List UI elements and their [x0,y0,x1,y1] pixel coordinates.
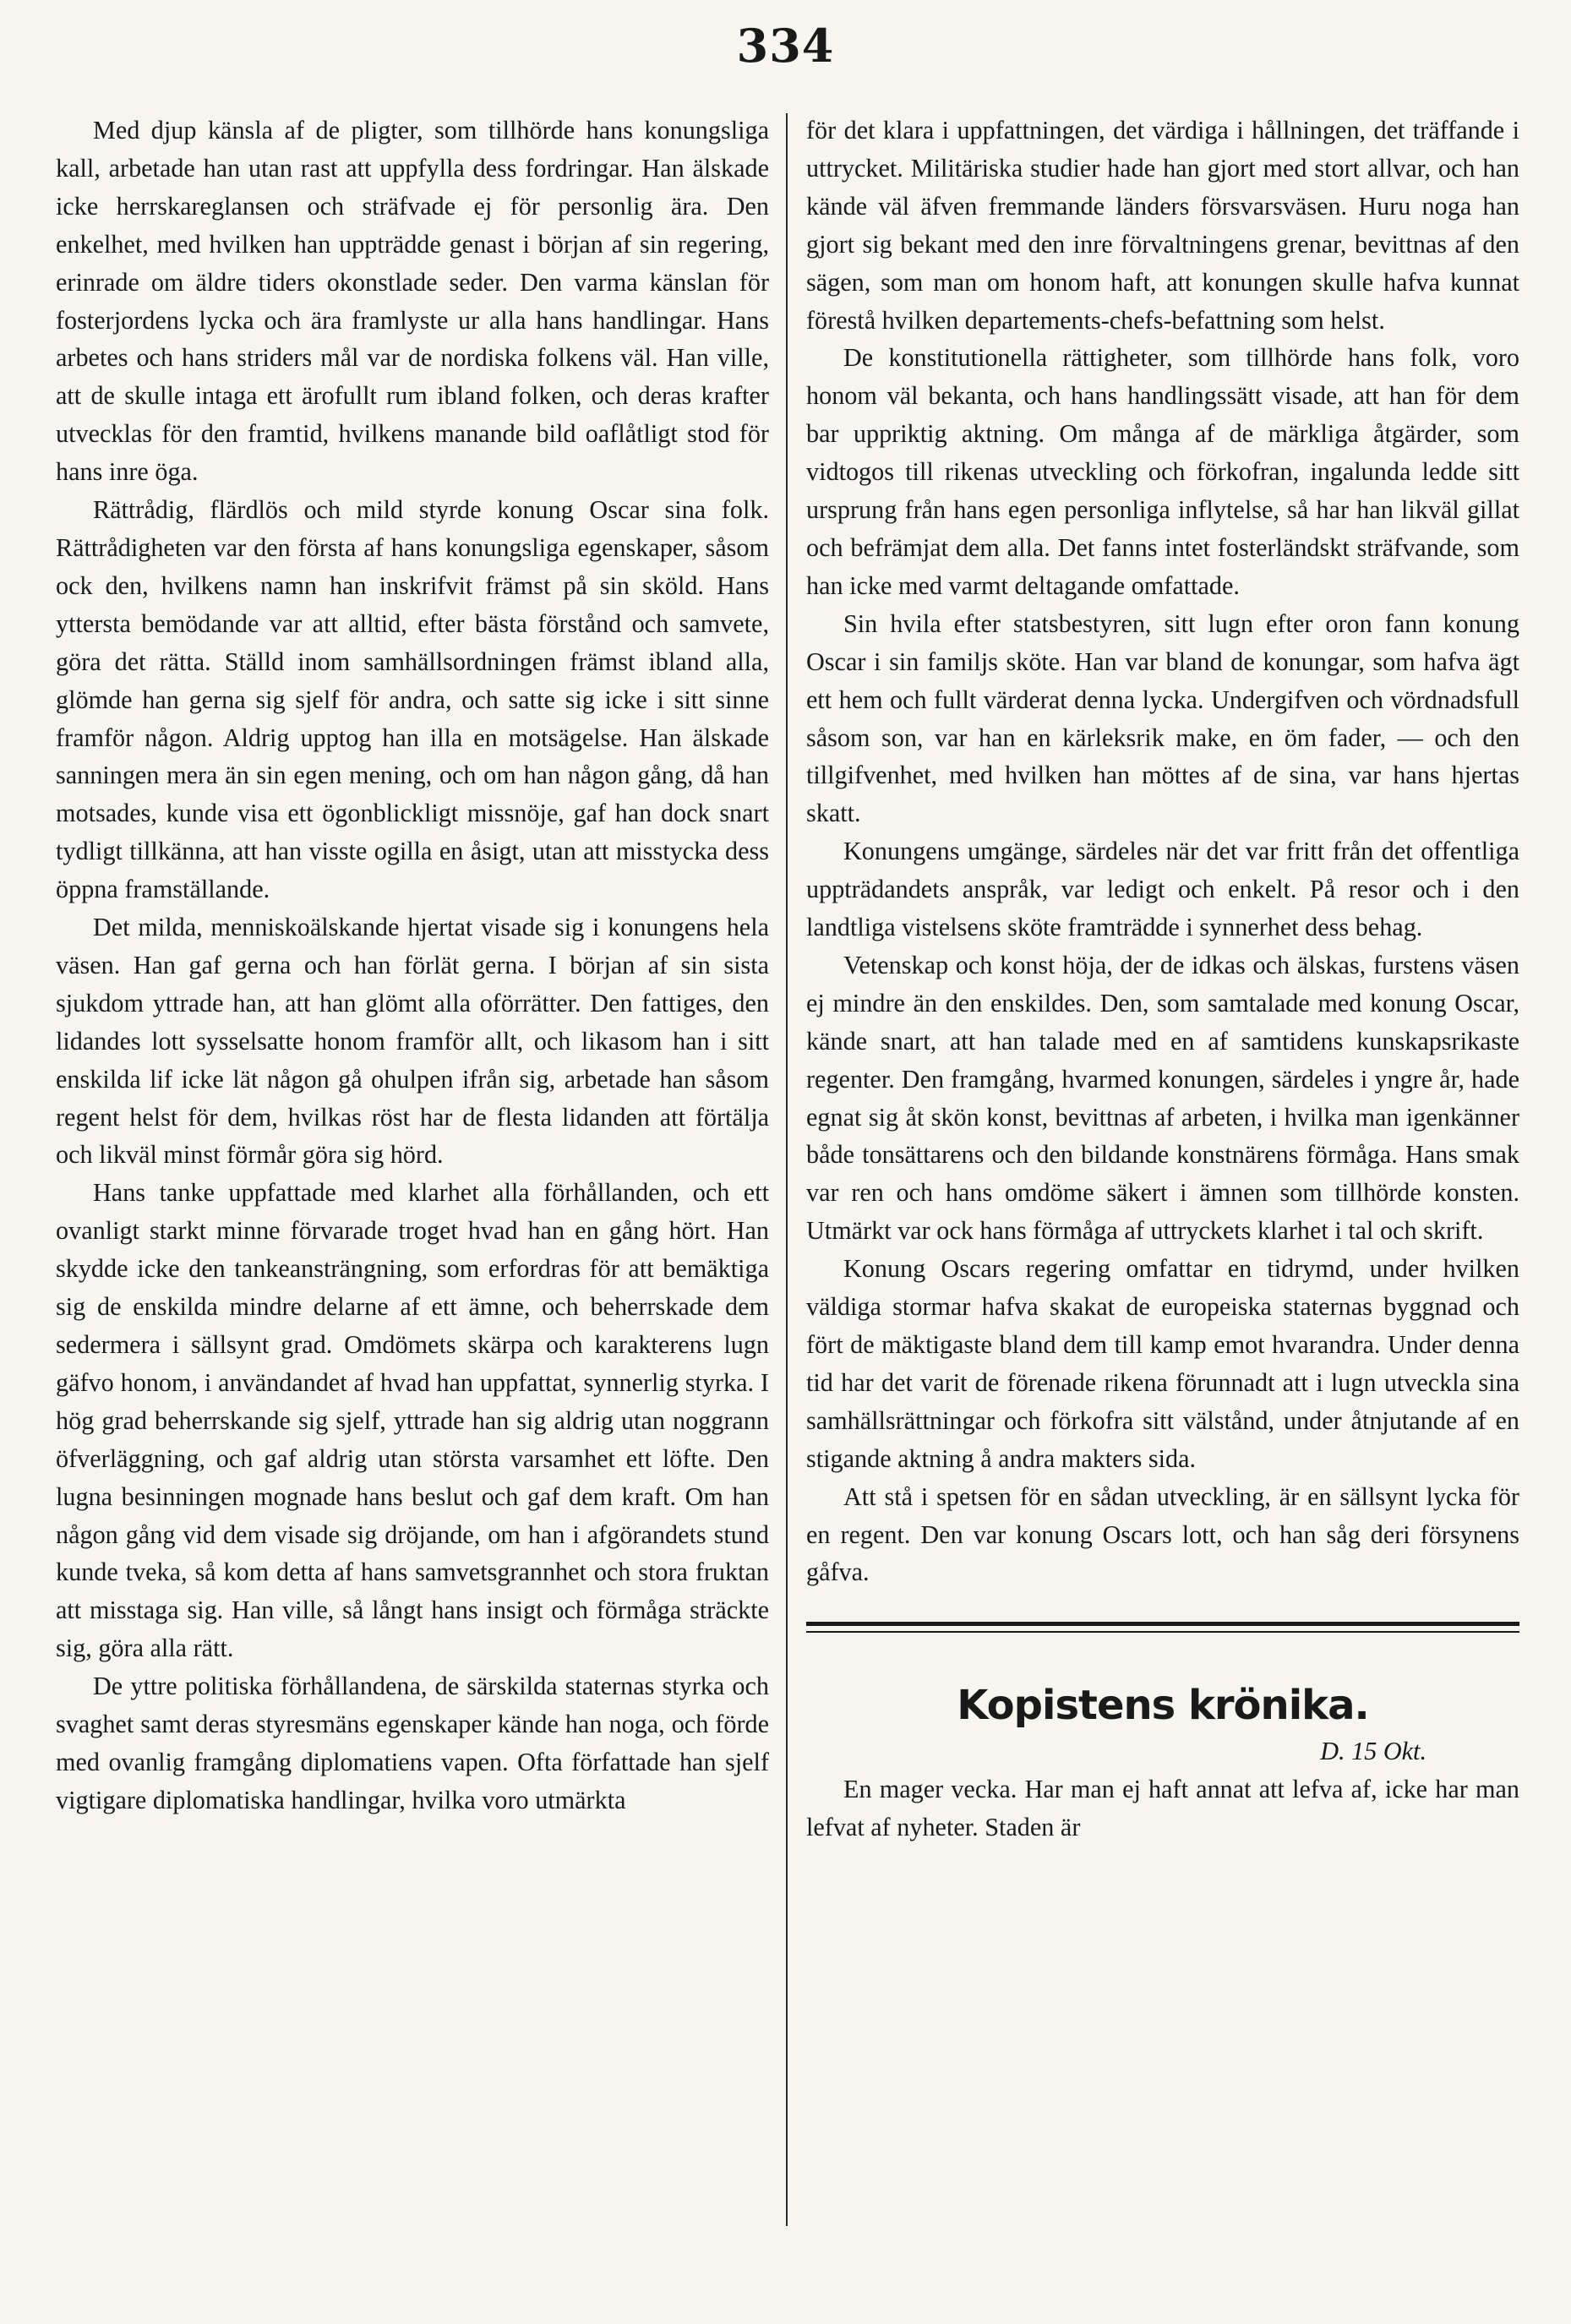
paragraph: Sin hvila efter statsbestyren, sitt lugn efter oron fann konung Oscar i sin familjs sköte. Han var bland de konungar, som hafva ägt ett hem och fullt värderat denna lycka. Undergifven och vördnadsfull såsom son, var han en kärleksrik make, en öm fader, — och den tillgifvenhet, med hvilken han möttes af de sina, var hans hjertas skatt. [806,608,1519,828]
section-paragraph: En mager vecka. Har man ej haft annat att lefva af, icke har man lefvat af nyheter. Staden är [806,1775,1519,1842]
paragraph: De konstitutionella rättigheter, som tillhörde hans folk, voro honom väl bekanta, och hans handlingssätt visade, att han för dem bar uppriktig aktning. Om många af de märkliga åtgärder, som vidtogos till rikenas utveckling och förkofran, ingalunda ledde sitt ursprung från hans egen personliga inflytelse, så har han likväl gillat och befrämjat dem alla. Det fanns intet fosterländskt sträfvande, som han icke med varmt deltagande omfattade. [806,343,1519,600]
paragraph: Konungens umgänge, särdeles när det var fritt från det offentliga uppträdandets anspråk, var ledigt och enkelt. På resor och i den landtliga vistelsens sköte framträdde i synnerhet dess behag. [806,837,1519,942]
section-divider-thin [806,1631,1519,1633]
section-title: Kopistens krönika. [957,1682,1369,1730]
section-divider-thick [806,1622,1519,1626]
left-column [56,112,769,2317]
paragraph: Det milda, menniskoälskande hjertat visade sig i konungens hela väsen. Han gaf gerna och han förlät gerna. I början af sin sista sjukdom yttrade han, att han glömt alla oförrätter. Den fattiges, den lidandes lott sysselsatte honom framför allt, och likasom han i sitt enskilda lif icke lät någon gå ohulpen ifrån sig, arbetade han såsom regent helst för dem, hvilkas röst har de flesta lidanden att förtälja och likväl minst förmår göra sig hörd. [56,913,769,1170]
paragraph: Med djup känsla af de pligter, som tillhörde hans konungsliga kall, arbetade han utan rast att uppfylla dess fordringar. Han älskade icke herrskareglansen och sträfvade ej för personlig ära. Den enkelhet, med hvilken han uppträdde genast i början af sin regering, erinrade om äldre tiders okonstlade seder. Den varma känslan för fosterjordens lycka och ära framlyste ur alla hans handlingar. Hans arbetes och hans striders mål var de nordiska folkens väl. Han ville, att de skulle intaga ett ärofullt rum ibland folken, och deras krafter utvecklas för den framtid, hvilkens manande bild oaflåtligt stod för hans inre öga. [56,116,769,487]
paragraph: Konung Oscars regering omfattar en tidrymd, under hvilken väldiga stormar hafva skakat de europeiska staternas byggnad och fört de mäktigaste bland dem till kamp emot hvarandra. Under denna tid har det varit de förenade rikena förunnadt att i lugn utveckla sina samhällsrättningar och förkofra sitt välstånd, under åtnjutande af en stigande aktning å andra makters sida. [806,1254,1519,1473]
paragraph: De yttre politiska förhållandena, de särskilda staternas styrka och svaghet samt deras styresmäns egenskaper kände han noga, och förde med ovanlig framgång diplomatiens vapen. Ofta författade han sjelf vigtigare diplomatiska handlingar, hvilka voro utmärkta [56,1672,769,1814]
column-divider [786,113,788,2226]
paragraph: Hans tanke uppfattade med klarhet alla förhållanden, och ett ovanligt starkt minne förvarade troget hvad han en gång hört. Han skydde icke den tankeansträngning, som erfordras för att bemäktiga sig de enskilda mindre delarne af ett ämne, och beherrskade dem sedermera i sällsynt grad. Omdömets skärpa och karakterens lugn gäfvo honom, i användandet af hvad han uppfattat, synnerlig styrka. I hög grad beherrskande sig sjelf, yttrade han sig aldrig utan noggrann öfverläggning, och gaf aldrig utan största varsamhet ett löfte. Den lugna besinningen mognade hans beslut och gaf dem kraft. Om han någon gång vid dem visade sig dröjande, om han i afgörandets stund kunde tveka, så kom detta af hans samvetsgrannhet och stora fruktan att misstaga sig. Han ville, så långt hans insigt och förmåga sträckte sig, göra alla rätt. [56,1178,769,1663]
page-number: 334 [736,19,835,73]
paragraph: Rättrådig, flärdlös och mild styrde konung Oscar sina folk. Rättrådigheten var den första af hans konungsliga egenskaper, såsom ock den, hvilkens namn han inskrifvit främst på sin sköld. Hans yttersta bemödande var att alltid, efter bästa förstånd och samvete, göra det rätta. Ställd inom samhällsordningen främst ibland alla, glömde han gerna sig sjelf för andra, och satte sig icke i sitt sinne framför någon. Aldrig upptog han illa en motsägelse. Han älskade sanningen mera än sin egen mening, och om han någon gång, då han motsades, kunde visa ett ögonblickligt missnöje, gaf han dock snart tydligt tillkänna, att han visste ogilla en åsigt, utan att misstycka dess öppna framställande. [56,495,769,904]
right-column [806,112,1519,2317]
paragraph: Vetenskap och konst höja, der de idkas och älskas, furstens väsen ej mindre än den enskildes. Den, som samtalade med konung Oscar, kände snart, att han talade med en af samtidens kunskapsrikaste regenter. Den framgång, hvarmed konungen, särdeles i yngre år, hade egnat sig åt skön konst, bevittnas af arbeten, i hvilka man igenkänner både tonsättarens och den bildande konstnärens förmåga. Hans smak var ren och hans omdöme säkert i ämnen som tillhörde konsten. Utmärkt var ock hans förmåga af uttryckets klarhet i tal och skrift. [806,950,1519,1246]
dateline: D. 15 Okt. [1320,1737,1426,1766]
paragraph: för det klara i uppfattningen, det värdiga i hållningen, det träffande i uttrycket. Militäriska studier hade han gjort med stort allvar, och han kände väl äfven fremmande länders försvarsväsen. Huru noga han gjort sig bekant med den inre förvaltningens grenar, bevittnas af den sägen, som man om honom haft, att konungen skulle hafva kunnat förestå hvilken departements-chefs-befattning som helst. [806,116,1519,335]
paragraph: Att stå i spetsen för en sådan utveckling, är en sällsynt lycka för en regent. Den var konung Oscars lott, och han såg deri försynens gåfva. [806,1481,1519,1587]
